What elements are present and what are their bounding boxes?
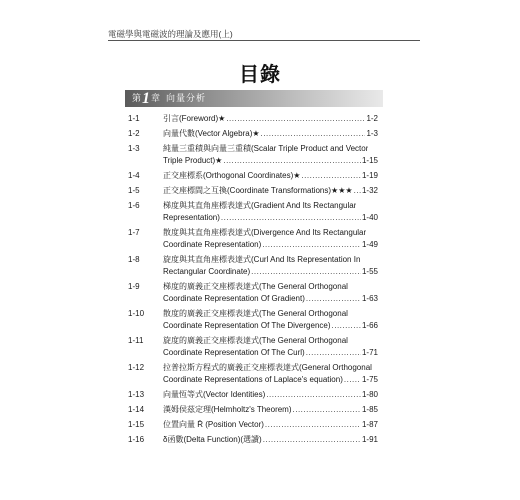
toc-entry-line <box>163 170 378 182</box>
toc-entry-line <box>163 266 378 278</box>
toc-entry-title: Rectangular Coordinate) <box>163 267 251 276</box>
toc-entry-title: 引言(Foreword)★ <box>163 114 226 123</box>
toc-entry-body <box>163 404 378 416</box>
page-title: 目錄 <box>239 62 281 86</box>
toc-entry-title: 正交座標系(Orthogonal Coordinates)★ <box>163 171 301 180</box>
toc-entry-number: 1-16 <box>128 435 145 444</box>
chapter-number: 1 <box>142 90 151 107</box>
running-head: 電磁學與電磁波的理論及應用(上) <box>108 29 233 39</box>
toc-entry-title: 拉普拉斯方程式的廣義正交座標表達式(General Orthogonal <box>163 363 372 372</box>
toc-entry <box>128 308 378 332</box>
toc-entry-title: 旋度的廣義正交座標表達式(The General Orthogonal <box>163 336 348 345</box>
toc-leader-dots <box>266 389 361 401</box>
header-rule <box>108 40 420 41</box>
toc-entry-title: Coordinate Representation Of The Divergence) <box>163 321 331 330</box>
toc-entry-page: 1-75 <box>361 375 378 384</box>
toc-entry-page: 1-87 <box>361 420 378 429</box>
toc-entry <box>128 227 378 251</box>
toc-entry-line <box>163 335 378 347</box>
toc-entry-line <box>163 143 378 155</box>
toc-entry-body <box>163 128 378 140</box>
toc-entry-number: 1-10 <box>128 309 145 318</box>
toc-entry-title: 位置向量 R̄ (Position Vector) <box>163 420 264 429</box>
toc-entry-body <box>163 434 378 446</box>
toc-entry-line <box>163 212 378 224</box>
toc-entry-body <box>163 185 378 197</box>
toc-entry-line <box>163 347 378 359</box>
toc-entry-title: 純量三重積與向量三重積(Scalar Triple Product and Vector <box>163 144 369 153</box>
chapter-suffix: 章 <box>151 93 161 103</box>
toc-entry-page: 1-91 <box>361 435 378 444</box>
toc-entry <box>128 434 378 446</box>
chapter-title: 向量分析 <box>166 93 207 103</box>
toc-entry-number: 1-15 <box>128 420 145 429</box>
toc-entry-line <box>163 434 378 446</box>
toc-leader-dots <box>226 113 365 125</box>
toc-entry-line <box>163 128 378 140</box>
toc-leader-dots <box>332 320 361 332</box>
toc-entry-body <box>163 419 378 431</box>
toc-entry-line <box>163 254 378 266</box>
toc-entry-body <box>163 143 378 167</box>
toc-entry-body <box>163 389 378 401</box>
toc-entry-number: 1-3 <box>128 144 140 153</box>
toc-entry-title: Coordinate Representations of Laplace's equation) <box>163 375 343 384</box>
toc-entry-title: Coordinate Representation Of The Curl) <box>163 348 305 357</box>
toc-entry-title: Coordinate Representation) <box>163 240 262 249</box>
toc-entry-title: 旋度與其直角座標表達式(Curl And Its Representation In <box>163 255 361 264</box>
toc-entry-line <box>163 281 378 293</box>
toc-entry-body <box>163 362 378 386</box>
toc-entry <box>128 362 378 386</box>
toc-entry-body <box>163 254 378 278</box>
toc-entry-number: 1-5 <box>128 186 140 195</box>
toc-entry-page: 1-19 <box>361 171 378 180</box>
toc-entry-page: 1-3 <box>366 129 378 138</box>
toc-entry-body <box>163 227 378 251</box>
toc-entry-number: 1-4 <box>128 171 140 180</box>
toc-entry-page: 1-2 <box>366 114 378 123</box>
toc-entry-line <box>163 404 378 416</box>
toc-entry-page: 1-15 <box>361 156 378 165</box>
toc-leader-dots <box>223 155 361 167</box>
toc-entry <box>128 128 378 140</box>
toc-entry-line <box>163 374 378 386</box>
toc-entry-number: 1-8 <box>128 255 140 264</box>
table-of-contents <box>128 113 378 446</box>
toc-entry-number: 1-14 <box>128 405 145 414</box>
toc-entry-page: 1-55 <box>361 267 378 276</box>
toc-entry-number: 1-6 <box>128 201 140 210</box>
toc-entry-line <box>163 227 378 239</box>
toc-leader-dots <box>221 212 361 224</box>
toc-leader-dots <box>344 374 361 386</box>
toc-entry <box>128 389 378 401</box>
toc-entry-line <box>163 320 378 332</box>
toc-leader-dots <box>263 434 361 446</box>
toc-entry-line <box>163 239 378 251</box>
toc-leader-dots <box>301 170 361 182</box>
toc-entry-body <box>163 308 378 332</box>
toc-leader-dots <box>306 293 361 305</box>
toc-leader-dots <box>251 266 361 278</box>
toc-leader-dots <box>293 404 361 416</box>
toc-entry-number: 1-1 <box>128 114 140 123</box>
toc-entry-page: 1-85 <box>361 405 378 414</box>
toc-entry-page: 1-40 <box>361 213 378 222</box>
toc-entry <box>128 143 378 167</box>
toc-entry-body <box>163 335 378 359</box>
toc-entry-line <box>163 389 378 401</box>
toc-entry-body <box>163 113 378 125</box>
toc-entry-body <box>163 170 378 182</box>
chapter-heading <box>132 90 206 107</box>
toc-entry-title: Representation) <box>163 213 220 222</box>
toc-entry-page: 1-49 <box>361 240 378 249</box>
toc-entry-body <box>163 281 378 305</box>
chapter-prefix: 第 <box>132 93 142 103</box>
toc-leader-dots <box>354 185 361 197</box>
toc-entry-title: Coordinate Representation Of Gradient) <box>163 294 305 303</box>
toc-leader-dots <box>262 239 361 251</box>
toc-entry-number: 1-13 <box>128 390 145 399</box>
toc-entry-title: 向量代數(Vector Algebra)★ <box>163 129 260 138</box>
toc-entry-number: 1-9 <box>128 282 140 291</box>
toc-entry-line <box>163 293 378 305</box>
toc-entry-number: 1-2 <box>128 129 140 138</box>
toc-entry-page: 1-66 <box>361 321 378 330</box>
toc-entry-line <box>163 185 378 197</box>
toc-entry-line <box>163 308 378 320</box>
toc-entry <box>128 281 378 305</box>
toc-entry-title: 散度與其直角座標表達式(Divergence And Its Rectangular <box>163 228 367 237</box>
toc-entry-body <box>163 200 378 224</box>
toc-entry <box>128 254 378 278</box>
toc-leader-dots <box>261 128 366 140</box>
toc-entry-line <box>163 155 378 167</box>
toc-leader-dots <box>306 347 361 359</box>
toc-entry-number: 1-12 <box>128 363 145 372</box>
toc-entry-page: 1-63 <box>361 294 378 303</box>
toc-entry <box>128 113 378 125</box>
toc-entry-title: δ函數(Delta Function)(選讀) <box>163 435 262 444</box>
toc-entry-line <box>163 113 378 125</box>
toc-entry-number: 1-7 <box>128 228 140 237</box>
toc-entry <box>128 200 378 224</box>
toc-entry <box>128 404 378 416</box>
toc-entry-number: 1-11 <box>128 336 144 345</box>
toc-entry-page: 1-80 <box>361 390 378 399</box>
toc-leader-dots <box>265 419 361 431</box>
toc-entry-title: 向量恆等式(Vector Identities) <box>163 390 266 399</box>
toc-entry <box>128 419 378 431</box>
toc-entry-line <box>163 419 378 431</box>
toc-entry-title: 梯度的廣義正交座標表達式(The General Orthogonal <box>163 282 348 291</box>
toc-entry-title: 正交座標間之互換(Coordinate Transformations)★★★ <box>163 186 353 195</box>
toc-entry-title: 漢姆侯茲定理(Helmholtz's Theorem) <box>163 405 292 414</box>
toc-entry <box>128 170 378 182</box>
toc-entry <box>128 335 378 359</box>
toc-entry <box>128 185 378 197</box>
toc-entry-line <box>163 362 378 374</box>
toc-entry-page: 1-71 <box>361 348 378 357</box>
toc-entry-line <box>163 200 378 212</box>
toc-entry-title: 梯度與其直角座標表達式(Gradient And Its Rectangular <box>163 201 357 210</box>
toc-entry-title: 散度的廣義正交座標表達式(The General Orthogonal <box>163 309 348 318</box>
toc-entry-title: Triple Product)★ <box>163 156 223 165</box>
toc-entry-page: 1-32 <box>361 186 378 195</box>
